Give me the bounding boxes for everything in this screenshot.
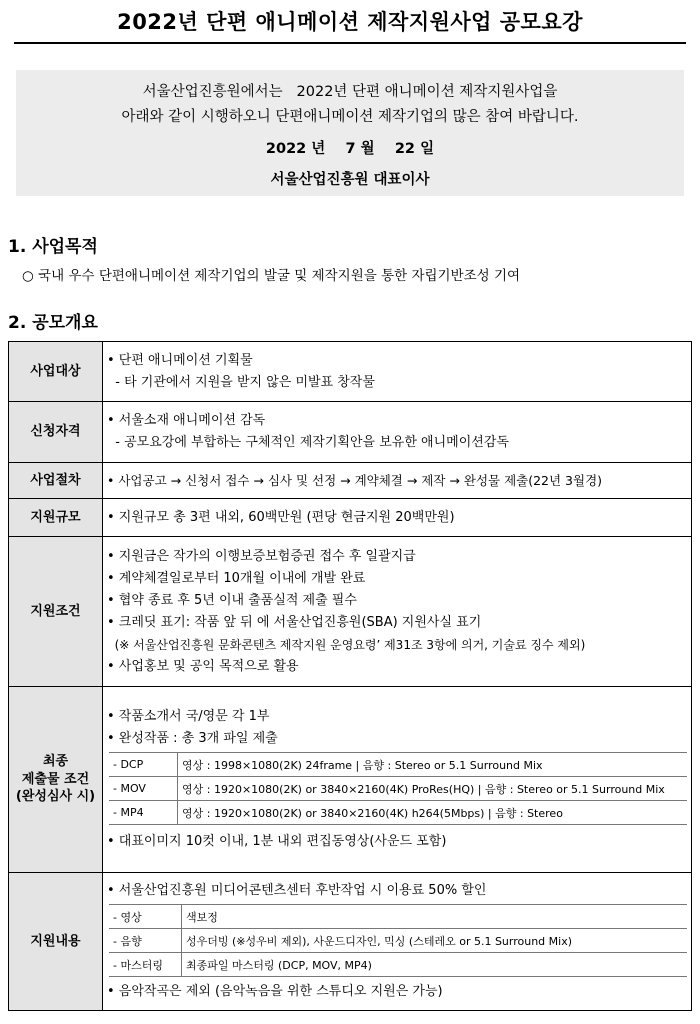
row-label: 지원조건	[9, 537, 103, 687]
table-row	[9, 463, 692, 499]
support-key: - 음향	[109, 929, 182, 953]
row-line: • 협약 종료 후 5년 이내 출품실적 제출 필수	[107, 592, 357, 608]
table-row	[9, 687, 692, 873]
row-label: 사업대상	[9, 342, 103, 402]
format-value: 영상 : 1920×1080(2K) or 3840×2160(4K) ProRes(HQ) | 음향 : Stereo or 5.1 Surround Mix	[178, 777, 688, 801]
format-row	[109, 753, 687, 777]
notice-date: 2022 년 7 월 22 일	[265, 141, 435, 157]
support-key: - 마스터링	[109, 953, 182, 977]
format-value: 영상 : 1998×1080(2K) 24frame | 음향 : Stereo or 5.1 Surround Mix	[178, 753, 688, 777]
row-label: 지원규모	[9, 499, 103, 537]
support-value: 성우더빙 (※성우비 제외), 사운드디자인, 믹싱 (스테레오 or 5.1 Surround Mix)	[182, 929, 688, 953]
row-line: • 음악작곡은 제외 (음악녹음을 위한 스튜디오 지원은 가능)	[107, 984, 443, 999]
support-row	[109, 953, 687, 977]
row-label: 지원내용	[9, 873, 103, 1011]
row-line: • 계약체결일로부터 10개월 이내에 개발 완료	[107, 570, 366, 586]
row-line: • 사업홍보 및 공익 목적으로 활용	[107, 658, 299, 674]
notice-line-2: 아래와 같이 시행하오니 단편애니메이션 제작기업의 많은 참여 바랍니다.	[121, 109, 579, 125]
support-table	[109, 904, 687, 977]
section-1-text: ○ 국내 우수 단편애니메이션 제작기업의 발굴 및 제작지원을 통한 자립기반조성 기여	[22, 268, 521, 284]
support-value: 최종파일 마스터링 (DCP, MOV, MP4)	[182, 953, 688, 977]
section-2-heading: 2. 공모개요	[8, 313, 98, 333]
row-line: • 작품소개서 국/영문 각 1부	[107, 709, 270, 724]
format-table	[109, 752, 687, 825]
support-row	[109, 929, 687, 953]
row-line: • 서울산업진흥원 미디어콘텐츠센터 후반작업 시 이용료 50% 할인	[107, 883, 487, 898]
table-row	[9, 342, 692, 402]
notice-signer: 서울산업진흥원 대표이사	[270, 172, 430, 188]
table-row	[9, 402, 692, 463]
row-line: • 서울소재 애니메이션 감독	[107, 413, 266, 428]
page-title: 2022년 단편 애니메이션 제작지원사업 공모요강	[14, 6, 686, 44]
format-row	[109, 777, 687, 801]
row-line: • 크레딧 표기: 작품 앞 뒤 에 서울산업진흥원(SBA) 지원사실 표기	[107, 614, 482, 630]
format-row	[109, 801, 687, 825]
row-label: 신청자격	[9, 402, 103, 463]
row-line: • 대표이미지 10컷 이내, 1분 내외 편집동영상(사운드 포함)	[107, 834, 447, 849]
support-row	[109, 905, 687, 929]
row-line: - 공모요강에 부합하는 구체적인 제작기획안을 보유한 애니메이션감독	[107, 435, 509, 450]
row-line: • 사업공고 → 신청서 접수 → 심사 및 선정 → 계약체결 → 제작 → 완성물 제출(22년 3월경)	[107, 472, 603, 488]
support-key: - 영상	[109, 905, 182, 929]
row-line: • 완성작품 : 총 3개 파일 제출	[107, 731, 278, 746]
row-line: • 지원금은 작가의 이행보증보험증권 접수 후 일괄지급	[107, 548, 416, 564]
label-line: 최종	[42, 754, 69, 770]
table-row	[9, 873, 692, 1011]
notice-line-1: 서울산업진흥원에서는 2022년 단편 애니메이션 제작지원사업을	[142, 84, 558, 100]
format-key: - MOV	[109, 777, 178, 801]
support-value: 색보정	[182, 905, 688, 929]
overview-table	[8, 341, 692, 1011]
label-line: 제출물 조건	[21, 771, 90, 787]
section-1-heading: 1. 사업목적	[8, 237, 98, 257]
format-key: - MP4	[109, 801, 178, 825]
notice-box	[16, 70, 684, 196]
table-row	[9, 537, 692, 687]
format-key: - DCP	[109, 753, 178, 777]
row-label-final	[9, 687, 103, 873]
row-line: - 타 기관에서 지원을 받지 않은 미발표 창작물	[107, 374, 375, 390]
row-line: (※ 서울산업진흥원 문화콘텐츠 제작지원 운영요령’ 제31조 3항에 의거, 기술료 징수 제외)	[107, 637, 586, 652]
table-row	[9, 499, 692, 537]
format-value: 영상 : 1920×1080(2K) or 3840×2160(4K) h264(5Mbps) | 음향 : Stereo	[178, 801, 688, 825]
row-line: • 지원규모 총 3편 내외, 60백만원 (편당 현금지원 20백만원)	[107, 509, 455, 525]
label-line: (완성심사 시)	[15, 789, 96, 805]
row-line: • 단편 애니메이션 기획물	[107, 352, 253, 368]
row-label: 사업절차	[9, 463, 103, 499]
